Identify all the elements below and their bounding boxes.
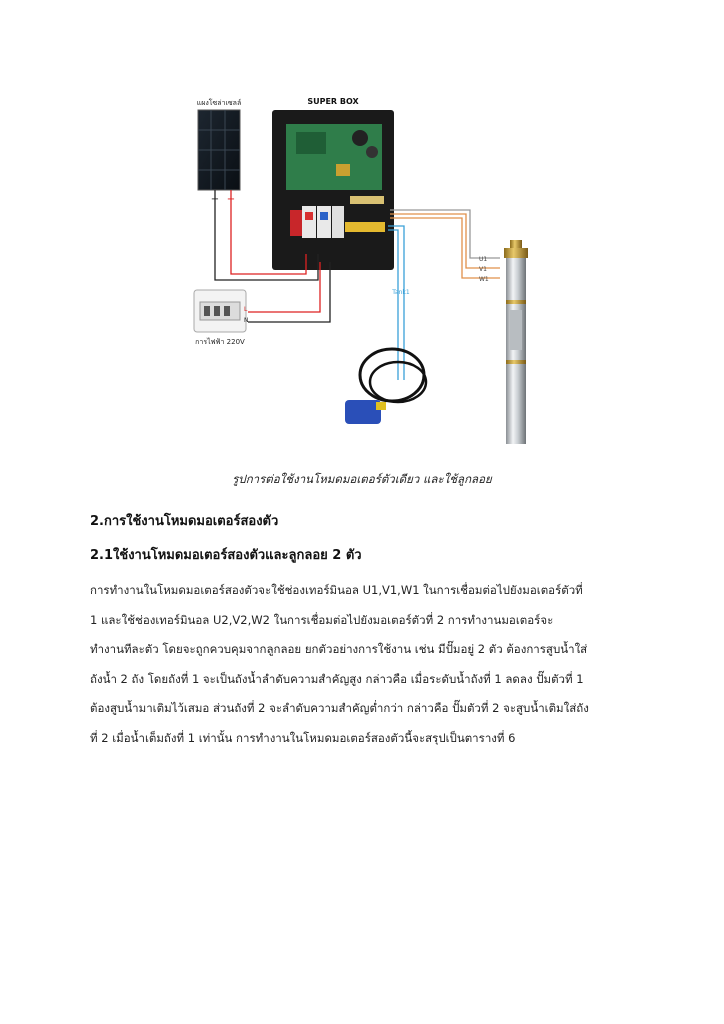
tank-label: Tank1 xyxy=(392,289,410,296)
float-switch xyxy=(345,349,426,424)
submersible-pump xyxy=(504,240,528,444)
l-label: L xyxy=(244,306,248,313)
paragraph-line: ถังน้ำ 2 ถัง โดยถังที่ 1 จะเป็นถังน้ำลำดับความสำคัญสูง กล่าวคือ เมื่อระดับน้ำถังที่ 1 ลดลง ปั๊มตัวที่ 1 xyxy=(90,671,584,686)
wiring-diagram xyxy=(0,0,724,470)
plus-label: + xyxy=(226,194,236,205)
figure-caption: รูปการต่อใช้งานโหมดมอเตอร์ตัวเดียว และใช้ลูกลอย xyxy=(232,472,492,486)
minus-label: − xyxy=(210,194,220,205)
u1-label: U1 xyxy=(479,256,488,263)
paragraph-line: ทำงานทีละตัว โดยจะถูกควบคุมจากลูกลอย ยกตัวอย่างการใช้งาน เช่น มีปั๊มอยู่ 2 ตัว ต้องการสูบน้ำใส่ xyxy=(90,642,588,656)
body-paragraph xyxy=(90,576,638,753)
solar-panel xyxy=(197,98,242,205)
super-box-label: SUPER BOX xyxy=(307,97,359,106)
paragraph-line: 1 และใช้ช่องเทอร์มินอล U2,V2,W2 ในการเชื่อมต่อไปยังมอเตอร์ตัวที่ 2 การทำงานมอเตอร์จะ xyxy=(90,612,554,627)
v1-label: V1 xyxy=(479,266,487,273)
subsection-heading: 2.1ใช้งานโหมดมอเตอร์สองตัวและลูกลอย 2 ตัว xyxy=(90,548,362,563)
grid-label: การไฟฟ้า 220V xyxy=(195,338,245,346)
w1-label: W1 xyxy=(479,276,489,283)
breaker-panel xyxy=(194,290,249,346)
solar-label: แผงโซล่าเซลล์ xyxy=(196,99,242,107)
super-box xyxy=(272,97,394,270)
paragraph-line: ต้องสูบน้ำมาเติมไว้เสมอ ส่วนถังที่ 2 จะลำดับความสำคัญต่ำกว่า กล่าวคือ ปั๊มตัวที่ 2 จะสูบน้ำเติมใส่ถัง xyxy=(90,701,589,715)
paragraph-line: การทำงานในโหมดมอเตอร์สองตัวจะใช้ช่องเทอร์มินอล U1,V1,W1 ในการเชื่อมต่อไปยังมอเตอร์ตัวที่ xyxy=(90,583,583,597)
n-label: N xyxy=(244,317,249,324)
section-heading: 2.การใช้งานโหมดมอเตอร์สองตัว xyxy=(90,514,279,529)
paragraph-line: ที่ 2 เมื่อน้ำเต็มถังที่ 1 เท่านั้น การทำงานในโหมดมอเตอร์สองตัวนี้จะสรุปเป็นตารางที่ 6 xyxy=(90,730,516,745)
wiring-diagram-figure xyxy=(0,0,724,470)
